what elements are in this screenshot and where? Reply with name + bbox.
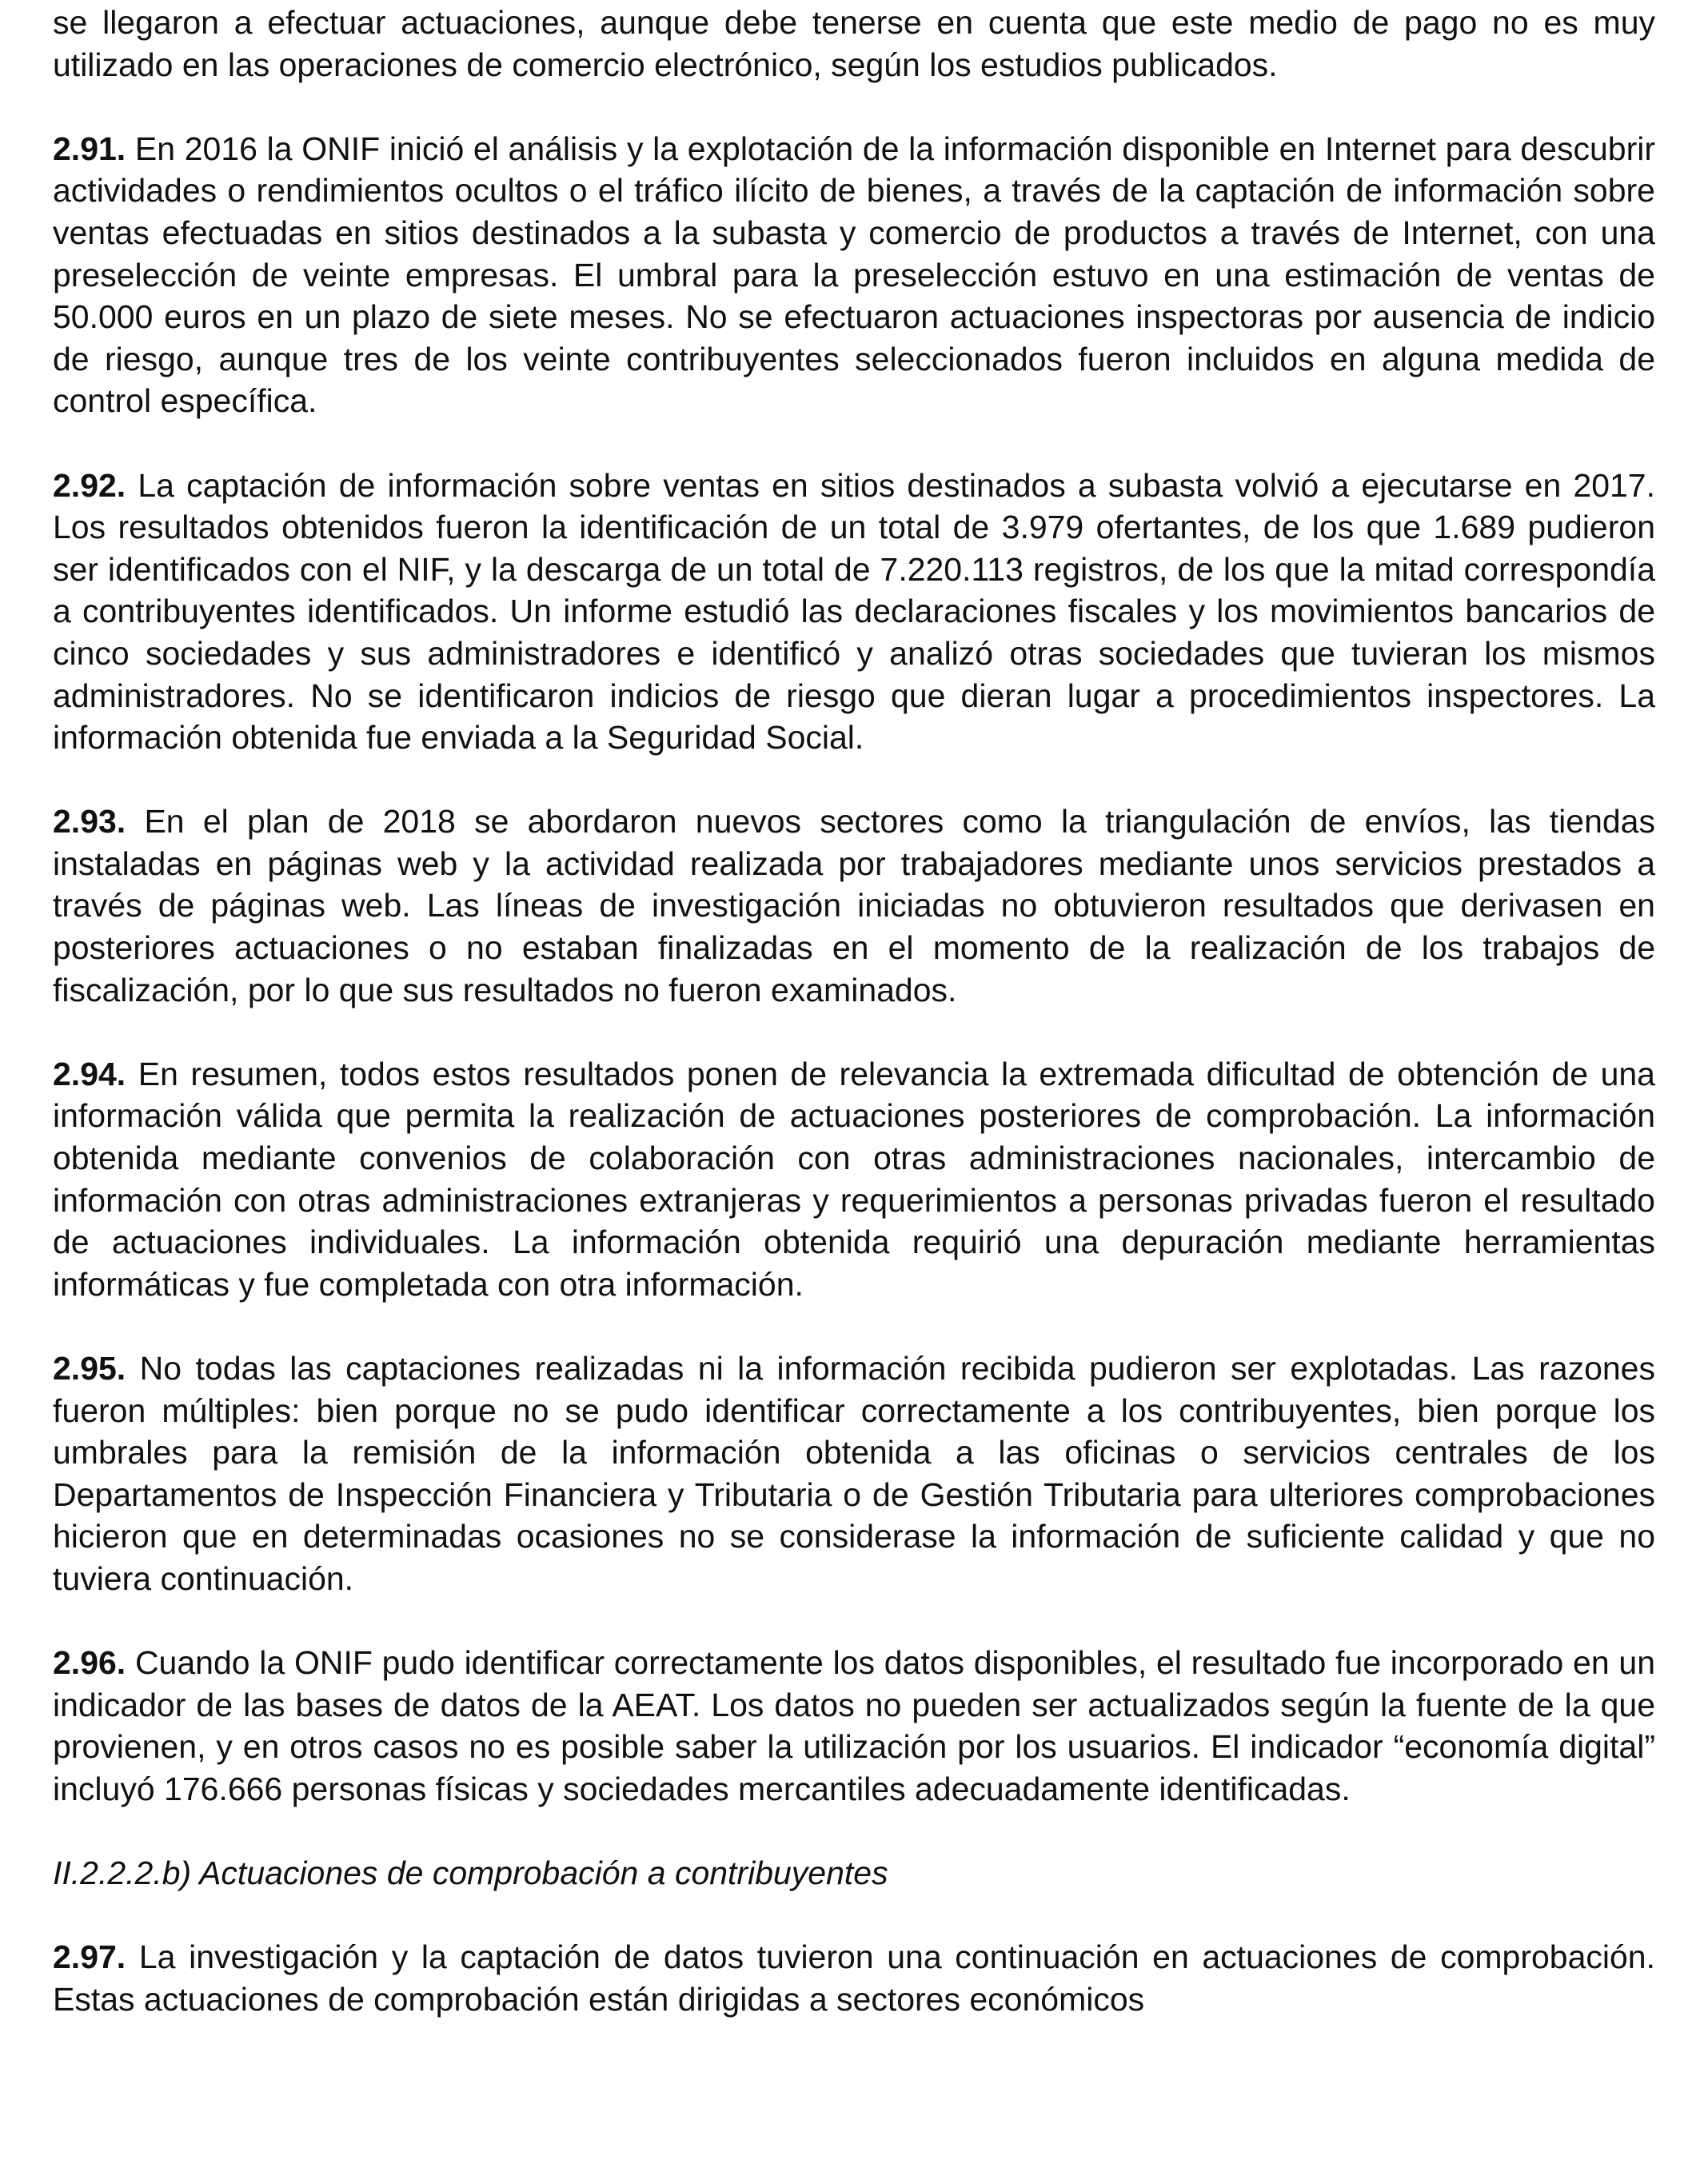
paragraph-text: No todas las captaciones realizadas ni la información recibida pudieron ser explotadas. Las razones fueron múltiples: bien porque no se pudo identificar correctamente a los contribuyentes, bien porque los umbrales para la remisión de la información obtenida a las oficinas o servicios centrales de los Departamentos de Inspección Financiera y Tributaria o de Gestión Tributaria para ulteriores comprobaciones hicieron que en determinadas ocasiones no se considerase la información de suficiente calidad y que no tuviera continuación. — [53, 1350, 1655, 1597]
paragraph-2-91 — [53, 128, 1655, 422]
paragraph-2-92 — [53, 465, 1655, 759]
paragraph-2-94 — [53, 1053, 1655, 1306]
paragraph-text: La investigación y la captación de datos tuvieron una continuación en actuaciones de comprobación. Estas actuaciones de comprobación están dirigidas a sectores económicos — [53, 1938, 1655, 2018]
paragraph-number: 2.93. — [53, 803, 126, 840]
section-heading: II.2.2.2.b) Actuaciones de comprobación a contribuyentes — [53, 1855, 888, 1892]
paragraph-2-96 — [53, 1642, 1655, 1810]
paragraph-2-93 — [53, 801, 1655, 1011]
paragraph-number: 2.96. — [53, 1644, 126, 1682]
paragraph-text: se llegaron a efectuar actuaciones, aunque debe tenerse en cuenta que este medio de pago no es muy utilizado en las operaciones de comercio electrónico, según los estudios publicados. — [53, 4, 1655, 83]
paragraph-text: En resumen, todos estos resultados ponen de relevancia la extremada dificultad de obtención de una información válida que permita la realización de actuaciones posteriores de comprobación. La información obtenida mediante convenios de colaboración con otras administraciones nacionales, intercambio de información con otras administraciones extranjeras y requerimientos a personas privadas fueron el resultado de actuaciones individuales. La información obtenida requirió una depuración mediante herramientas informáticas y fue completada con otra información. — [53, 1055, 1655, 1303]
paragraph-2-95 — [53, 1348, 1655, 1600]
paragraph-number: 2.94. — [53, 1055, 126, 1092]
paragraph-number: 2.92. — [53, 466, 126, 504]
paragraph-number: 2.95. — [53, 1350, 126, 1387]
document-page — [53, 0, 1655, 2062]
paragraph-number: 2.97. — [53, 1938, 126, 1976]
paragraph-text: Cuando la ONIF pudo identificar correctamente los datos disponibles, el resultado fue incorporado en un indicador de las bases de datos de la AEAT. Los datos no pueden ser actualizados según la fuente de la que provienen, y en otros casos no es posible saber la utilización por los usuarios. El indicador “economía digital” incluyó 176.666 personas físicas y sociedades mercantiles adecuadamente identificadas. — [53, 1644, 1655, 1807]
paragraph-text: En 2016 la ONIF inició el análisis y la explotación de la información disponible en Internet para descubrir actividades o rendimientos ocultos o el tráfico ilícito de bienes, a través de la captación de información sobre ventas efectuadas en sitios destinados a la subasta y comercio de productos a través de Internet, con una preselección de veinte empresas. El umbral para la preselección estuvo en una estimación de ventas de 50.000 euros en un plazo de siete meses. No se efectuaron actuaciones inspectoras por ausencia de indicio de riesgo, aunque tres de los veinte contribuyentes seleccionados fueron incluidos en alguna medida de control específica. — [53, 130, 1655, 420]
paragraph-text: La captación de información sobre ventas en sitios destinados a subasta volvió a ejecutarse en 2017. Los resultados obtenidos fueron la identificación de un total de 3.979 ofertantes, de los que 1.689 pudieron ser identificados con el NIF, y la descarga de un total de 7.220.113 registros, de los que la mitad correspondía a contribuyentes identificados. Un informe estudió las declaraciones fiscales y los movimientos bancarios de cinco sociedades y sus administradores e identificó y analizó otras sociedades que tuvieran los mismos administradores. No se identificaron indicios de riesgo que dieran lugar a procedimientos inspectores. La información obtenida fue enviada a la Seguridad Social. — [53, 466, 1655, 757]
paragraph-2-97 — [53, 1936, 1655, 2020]
paragraph-text: En el plan de 2018 se abordaron nuevos sectores como la triangulación de envíos, las tiendas instaladas en páginas web y la actividad realizada por trabajadores mediante unos servicios prestados a través de páginas web. Las líneas de investigación iniciadas no obtuvieron resultados que derivasen en posteriores actuaciones o no estaban finalizadas en el momento de la realización de los trabajos de fiscalización, por lo que sus resultados no fueron examinados. — [53, 803, 1655, 1008]
paragraph-number: 2.91. — [53, 130, 126, 167]
paragraph-continuation — [53, 2, 1655, 86]
